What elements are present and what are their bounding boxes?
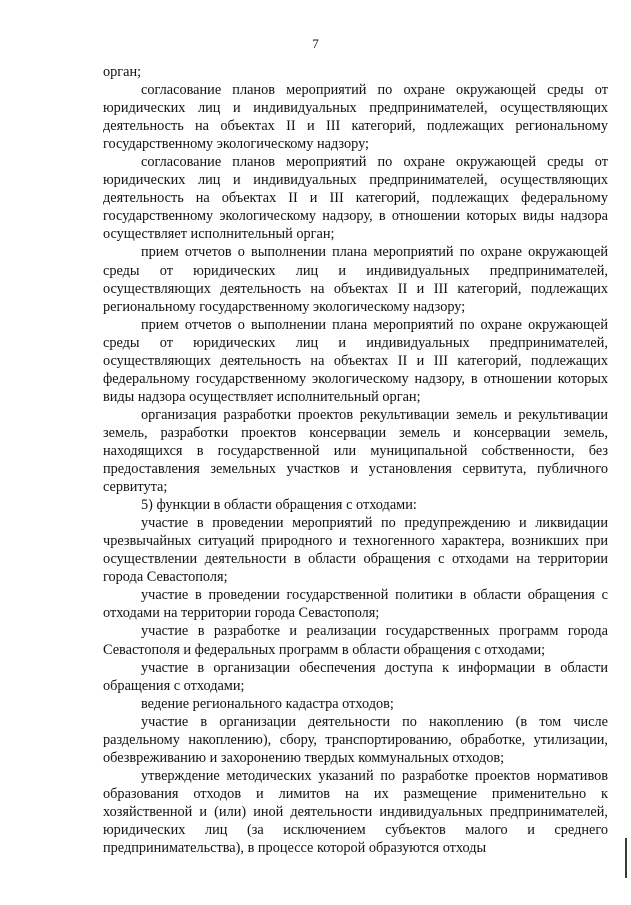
paragraph-state-policy: участие в проведении государственной политики в области обращения с отходами на территории города Севастополя; <box>103 587 608 622</box>
paragraph-federal-plan-approval: согласование планов мероприятий по охране окружающей среды от юридических лиц и индивидуальных предпринимателей, осуществляющих деятельность на объектах II и III категорий, подлежащих федеральному государственному экологическому надзору, в отношении которых виды надзора осуществляет исполнительный орган; <box>103 154 608 243</box>
paragraph-waste-cadastre: ведение регионального кадастра отходов; <box>141 695 394 712</box>
paragraph-federal-report-intake: прием отчетов о выполнении плана мероприятий по охране окружающей среды от юридических лиц и индивидуальных предпринимателей, осуществляющих деятельность на объектах II и III категорий, подлежащих федеральному государственному экологическому надзору, в отношении которых виды надзора осуществляет исполнительный орган; <box>103 316 608 405</box>
paragraph-information-access: участие в организации обеспечения доступа к информации в области обращения с отходами; <box>103 659 608 694</box>
paragraph-continuation: орган; <box>103 64 142 80</box>
page-number: 7 <box>312 36 319 51</box>
paragraph-land-reclamation: организация разработки проектов рекультивации земель и рекультивации земель, разработки проектов консервации земель и консервации земель, находящихся в государственной или муниципальной собственности, без предоставления земельных участков и установления сервитута, публичного сервитута; <box>103 406 608 496</box>
paragraph-emergency-prevention: участие в проведении мероприятий по предупреждению и ликвидации чрезвычайных ситуаций природного и техногенного характера, возникших при осуществлении деятельности в области обращения с отходами на территории города Севастополя; <box>103 515 608 586</box>
scan-edge-mark <box>625 838 627 878</box>
paragraph-regional-plan-approval: согласование планов мероприятий по охране окружающей среды от юридических лиц и индивидуальных предпринимателей, осуществляющих деятельность на объектах II и III категорий, подлежащих региональному государственному экологическому надзору; <box>103 82 608 153</box>
paragraph-regional-report-intake: прием отчетов о выполнении плана мероприятий по охране окружающей среды от юридических лиц и индивидуальных предпринимателей, осуществляющих деятельность на объектах II и III категорий, подлежащих региональному государственному экологическому надзору; <box>103 244 608 315</box>
paragraph-municipal-waste: участие в организации деятельности по накоплению (в том числе раздельному накоплению), сбору, транспортированию, обработке, утилизации, обезвреживанию и захоронению твердых коммунальных отходов; <box>103 713 608 766</box>
paragraph-state-programs: участие в разработке и реализации государственных программ города Севастополя и федеральных программ в области обращения с отходами; <box>103 623 608 658</box>
paragraph-methodical-guidelines: утверждение методических указаний по разработке проектов нормативов образования отходов и лимитов на их размещение применительно к хозяйственной и (или) иной деятельности индивидуальных предпринимателей, юридических лиц (за исключением субъектов малого и среднего предпринимательства), в процессе которой образуются отходы <box>103 767 608 857</box>
section-heading-waste-functions: 5) функции в области обращения с отходами: <box>141 497 417 514</box>
document-body <box>103 63 608 857</box>
